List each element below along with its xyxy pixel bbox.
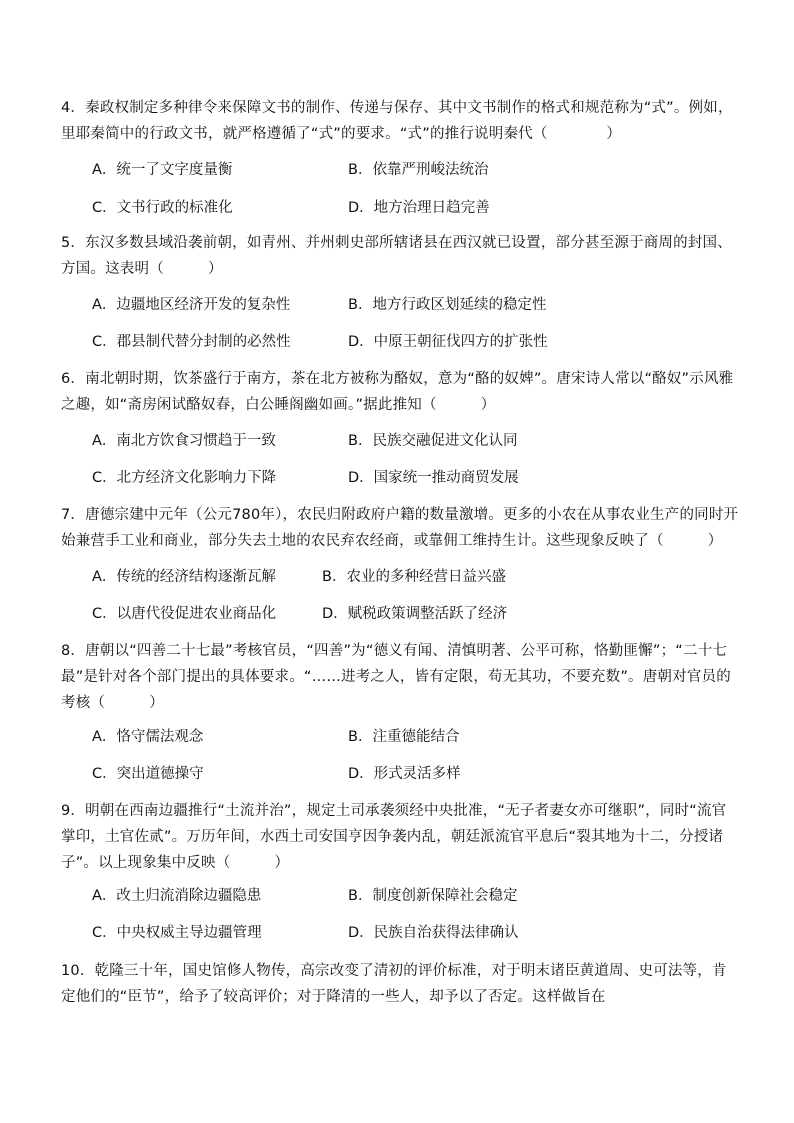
question-5-option-b: B．地方行政区划延续的稳定性 xyxy=(348,297,547,313)
question-4-option-c: C．文书行政的标准化 xyxy=(92,200,233,216)
question-7-option-a: A．传统的经济结构逐渐瓦解 xyxy=(92,569,276,585)
question-4-stem: 4．秦政权制定多种律令来保障文书的制作、传递与保存、其中文书制作的格式和规范称为“式”。例如，里耶秦简中的行政文书，就严格遵循了“式”的要求。“式”的推行说明秦代（ ） xyxy=(61,100,733,142)
question-5-option-a: A．边疆地区经济开发的复杂性 xyxy=(92,297,291,313)
question-5-option-d: D．中原王朝征伐四方的扩张性 xyxy=(348,334,548,350)
question-4-option-b: B．依靠严刑峻法统治 xyxy=(348,162,489,178)
question-8-stem: 8．唐朝以“四善二十七最”考核官员，“四善”为“德义有闻、清慎明著、公平可称，恪勤匪懈”；“二十七最”是针对各个部门提出的具体要求。“……进考之人，皆有定限，苟无其功，不要充数”。唐朝对官员的考核（ ） xyxy=(61,643,731,711)
question-7-stem: 7．唐德宗建中元年（公元780年），农民归附政府户籍的数量激增。更多的小农在从事农业生产的同时开始兼营手工业和商业，部分失去土地的农民弃农经商，或靠佣工维持生计。这些现象反映了（ ） xyxy=(61,507,739,549)
question-9-stem: 9．明朝在西南边疆推行“土流并治”，规定土司承袭须经中央批准，“无子者妻女亦可继职”，同时“流官掌印，土官佐贰”。万历年间，水西土司安国亨因争袭内乱，朝廷派流官平息后“裂其地为十二，分授诸子”。以上现象集中反映（ ） xyxy=(61,803,727,871)
question-4-option-d: D．地方治理日趋完善 xyxy=(348,200,490,216)
question-5-option-c: C．郡县制代替分封制的必然性 xyxy=(92,334,291,350)
question-7-option-d: D．赋税政策调整活跃了经济 xyxy=(322,606,508,622)
question-9-option-a: A．改土归流消除边疆隐患 xyxy=(92,888,262,904)
question-8-option-a: A．恪守儒法观念 xyxy=(92,729,204,745)
question-6-option-b: B．民族交融促进文化认同 xyxy=(348,433,518,449)
question-10-stem: 10．乾隆三十年，国史馆修人物传，高宗改变了清初的评价标准，对于明末诸臣黄道周、史可法等，肯定他们的“臣节”，给予了较高评价；对于降清的一些人，却予以了否定。这样做旨在 xyxy=(61,963,727,1005)
question-4-option-a: A．统一了文字度量衡 xyxy=(92,162,233,178)
question-7-option-b: B．农业的多种经营日益兴盛 xyxy=(322,569,506,585)
question-6-option-d: D．国家统一推动商贸发展 xyxy=(348,470,519,486)
question-6-option-a: A．南北方饮食习惯趋于一致 xyxy=(92,433,276,449)
question-5-stem: 5．东汉多数县域沿袭前朝，如青州、并州刺史部所辖诸县在西汉就已设置，部分甚至源于商周的封国、方国。这表明（ ） xyxy=(61,235,732,277)
question-6-stem: 6．南北朝时期，饮茶盛行于南方，茶在北方被称为酪奴，意为“酪的奴婢”。唐宋诗人常以“酪奴”示风雅之趣，如“斋房闲试酪奴春，白公睡阁幽如画。”据此推知（ ） xyxy=(61,371,734,413)
question-9-option-d: D．民族自治获得法律确认 xyxy=(348,925,519,941)
question-9-option-b: B．制度创新保障社会稳定 xyxy=(348,888,518,904)
question-8-option-d: D．形式灵活多样 xyxy=(348,766,461,782)
question-6-option-c: C．北方经济文化影响力下降 xyxy=(92,470,277,486)
question-8-option-c: C．突出道德操守 xyxy=(92,766,204,782)
question-8-option-b: B．注重德能结合 xyxy=(348,729,460,745)
question-9-option-c: C．中央权威主导边疆管理 xyxy=(92,925,262,941)
question-7-option-c: C．以唐代役促进农业商品化 xyxy=(92,606,277,622)
